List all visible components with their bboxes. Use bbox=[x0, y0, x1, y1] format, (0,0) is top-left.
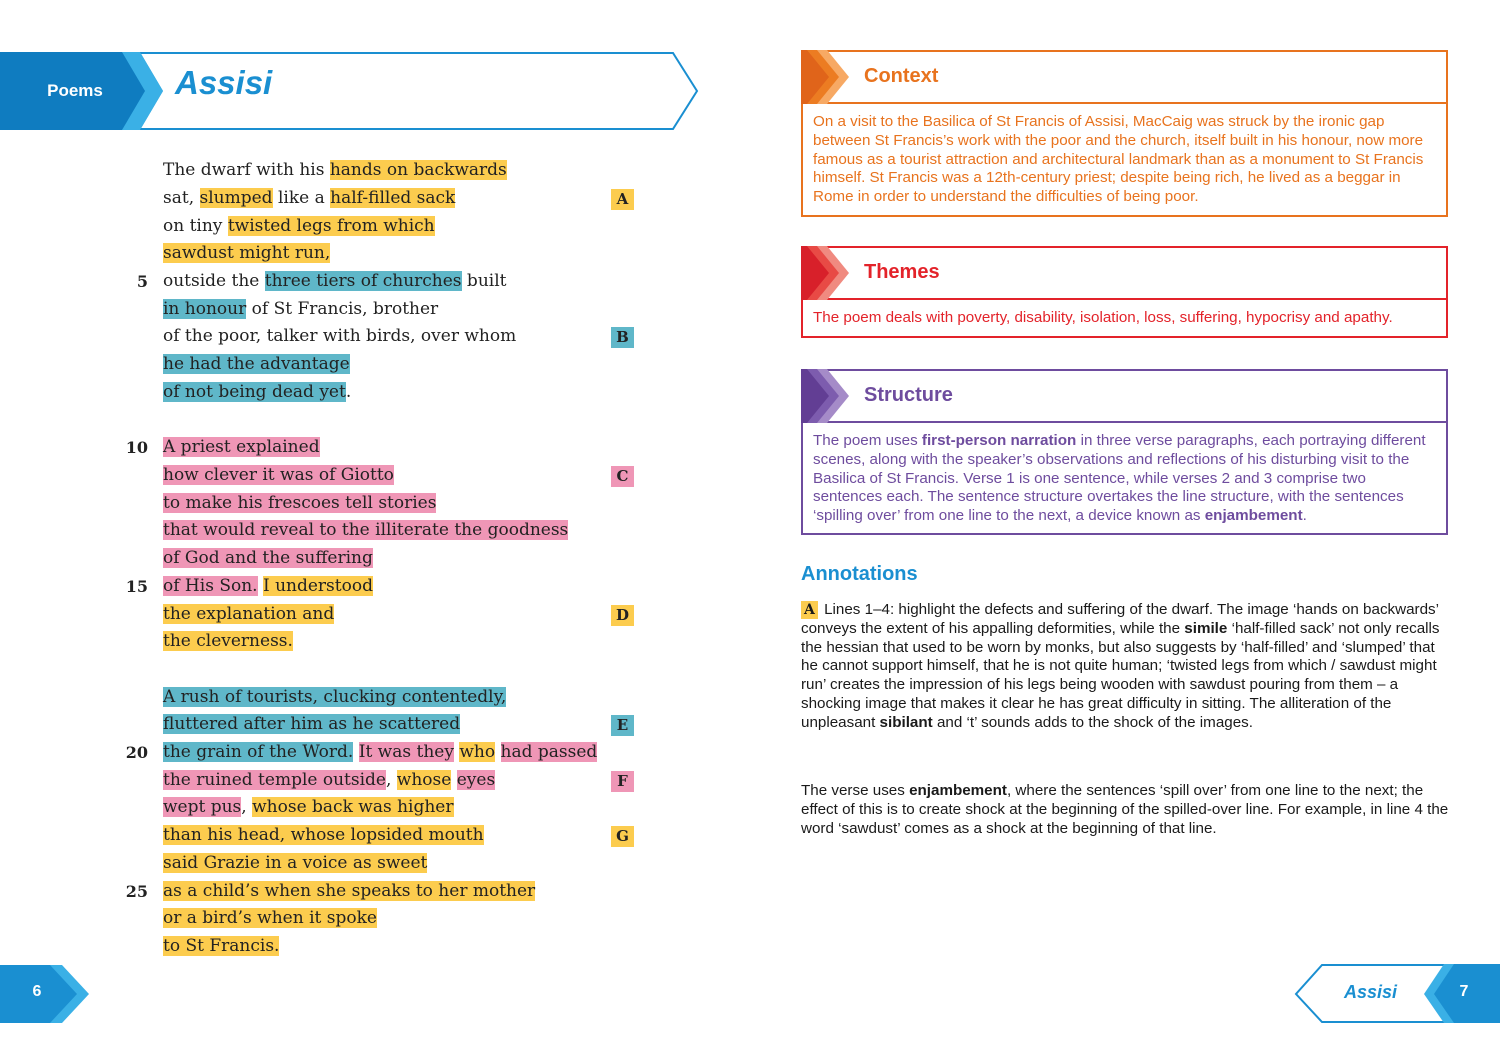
page-number-right: 7 bbox=[1459, 983, 1469, 1000]
structure-header bbox=[803, 371, 1446, 423]
annotation-a-text-3: and ‘t’ sounds adds to the shock of the images. bbox=[932, 713, 1253, 731]
poem-line bbox=[163, 823, 484, 849]
poem-line bbox=[163, 685, 506, 711]
poem-text-segment: of the poor, talker with birds, over whom bbox=[163, 326, 517, 346]
highlight-yellow: I understood bbox=[262, 576, 373, 596]
annotation-marker-a: A bbox=[611, 189, 634, 210]
poem-text-segment: outside the bbox=[163, 271, 265, 291]
poem-line bbox=[163, 297, 438, 323]
poem-line bbox=[163, 491, 436, 517]
poem-line bbox=[163, 380, 351, 406]
poem-text-segment: built bbox=[461, 271, 507, 291]
poem-text-segment: sat, bbox=[163, 188, 200, 208]
highlight-blue: fluttered after him as he scattered bbox=[163, 714, 461, 734]
highlight-pink: wept pus bbox=[163, 797, 242, 817]
context-chevron-icon bbox=[801, 50, 853, 104]
highlight-pink: to make his frescoes tell stories bbox=[163, 493, 437, 513]
poem-line bbox=[163, 324, 516, 350]
highlight-yellow: half-filled sack bbox=[330, 188, 456, 208]
annotations-heading: Annotations bbox=[801, 563, 918, 585]
line-number-10: 10 bbox=[125, 438, 148, 457]
highlight-blue: the grain of the Word. bbox=[163, 742, 354, 762]
annotation-enjambement-paragraph bbox=[801, 782, 1451, 838]
highlight-yellow: than his head, whose lopsided mouth bbox=[163, 825, 484, 845]
annotation-marker-d: D bbox=[611, 605, 634, 626]
highlight-pink: A priest explained bbox=[163, 437, 320, 457]
highlight-blue: he had the advantage bbox=[163, 354, 350, 374]
annotation-a-text-1: Lines 1–4: highlight the defects and suffering of the dwarf. The image ‘hands on backwards’ conveys the extent of his appalling deformities, while the bbox=[801, 601, 1439, 637]
annotation-a-bold-2: sibilant bbox=[879, 713, 933, 731]
poem-line bbox=[163, 463, 394, 489]
poem-line bbox=[163, 879, 535, 905]
highlight-pink: had passed bbox=[500, 742, 598, 762]
poem-line bbox=[163, 186, 455, 212]
annotation-p2-text-1: The verse uses bbox=[801, 782, 910, 799]
themes-box bbox=[801, 246, 1448, 338]
poem-line bbox=[163, 269, 506, 295]
poem-text-segment: The dwarf with his bbox=[163, 160, 330, 180]
poem-text-segment: , bbox=[385, 770, 397, 790]
poem-line bbox=[163, 602, 334, 628]
highlight-yellow: as a child’s when she speaks to her mother bbox=[163, 881, 536, 901]
highlight-pink: It was they bbox=[358, 742, 454, 762]
annotation-marker-b: B bbox=[611, 327, 634, 348]
line-number-25: 25 bbox=[125, 882, 148, 901]
poem-line bbox=[163, 906, 377, 932]
poem-line bbox=[163, 934, 279, 960]
section-label: Poems bbox=[47, 81, 103, 100]
highlight-yellow: whose bbox=[396, 770, 452, 790]
poem-text-segment: . bbox=[345, 382, 352, 402]
poem-text-segment: of St Francis, brother bbox=[246, 299, 439, 319]
annotation-a-text-2: ‘half-filled sack’ not only recalls the hessian that used to be worn by monks, but also suggests by ‘half-filled’ and ‘slumped’ that he cannot support himself, that he is not quite human; ‘twisted legs from which / sawdust might run’ creates the impression of his legs being wooden with sawdust pouring from them – a shocking image that makes it clear he has great difficulty in sitting. The alliteration of the unpleasant bbox=[801, 619, 1440, 731]
poem-line bbox=[163, 712, 460, 738]
line-number-5: 5 bbox=[136, 272, 148, 291]
poem-line bbox=[163, 158, 507, 184]
highlight-pink: eyes bbox=[456, 770, 496, 790]
annotation-p2-bold: enjambement bbox=[909, 782, 1007, 799]
poem-line bbox=[163, 629, 293, 655]
poem-line bbox=[163, 352, 350, 378]
structure-bold-1: first-person narration bbox=[921, 432, 1077, 449]
structure-chevron-icon bbox=[801, 369, 853, 423]
highlight-blue: in honour bbox=[163, 299, 247, 319]
structure-body bbox=[803, 423, 1446, 532]
context-body: On a visit to the Basilica of St Francis of Assisi, MacCaig was struck by the ironic gap between St Francis’s work with the poor and the church, itself built in his honour, now more famous as a tourist attraction and architectural landmark than as a monument to St Francis himself. St Francis was a 12th-century priest; despite being rich, he lived as a beggar in Rome in order to understand the difficulties of being poor. bbox=[813, 113, 1424, 206]
page-number-left: 6 bbox=[32, 983, 42, 1000]
poem-line bbox=[163, 740, 597, 766]
themes-header bbox=[803, 248, 1446, 300]
annotation-marker-g: G bbox=[611, 826, 634, 847]
footer-poem-title: Assisi bbox=[1343, 982, 1397, 1002]
poem-line bbox=[163, 574, 373, 600]
line-number-20: 20 bbox=[125, 743, 148, 762]
highlight-pink: that would reveal to the illiterate the goodness bbox=[163, 520, 569, 540]
poem-line bbox=[163, 518, 568, 544]
highlight-yellow: or a bird’s when it spoke bbox=[163, 908, 377, 928]
highlight-pink: how clever it was of Giotto bbox=[163, 465, 394, 485]
structure-text-1: The poem uses bbox=[813, 432, 922, 449]
highlight-pink: of His Son. bbox=[163, 576, 258, 596]
highlight-pink: of God and the suffering bbox=[163, 548, 373, 568]
highlight-pink: the ruined temple outside bbox=[163, 770, 386, 790]
structure-text-2: in three verse paragraphs, each portraying different scenes, along with the speaker’s observations and reflections of his disturbing visit to the Basilica of St Francis. Verse 1 is one sentence, while verses 2 and 3 comprise two sentences each. The sentence structure overtakes the line structure, with the sentences ‘spilling over’ from one line to the next, a device known as bbox=[813, 432, 1426, 525]
annotation-a-tag: A bbox=[801, 601, 818, 619]
annotation-a-paragraph bbox=[801, 601, 1451, 733]
highlight-yellow: slumped bbox=[199, 188, 273, 208]
poem-text-segment: , bbox=[241, 797, 253, 817]
themes-body: The poem deals with poverty, disability, isolation, loss, suffering, hypocrisy and apathy. bbox=[813, 309, 1393, 326]
context-box bbox=[801, 50, 1448, 217]
poem-text-segment bbox=[451, 770, 456, 790]
highlight-yellow: the cleverness. bbox=[163, 631, 293, 651]
poem-line bbox=[163, 546, 373, 572]
context-title: Context bbox=[864, 65, 939, 87]
highlight-yellow: hands on backwards bbox=[329, 160, 507, 180]
themes-title: Themes bbox=[864, 261, 940, 283]
highlight-yellow: said Grazie in a voice as sweet bbox=[163, 853, 428, 873]
poem-line bbox=[163, 214, 435, 240]
poem-text-segment: on tiny bbox=[163, 216, 228, 236]
highlight-yellow: who bbox=[459, 742, 496, 762]
poem-line bbox=[163, 241, 330, 267]
highlight-blue: of not being dead yet bbox=[163, 382, 346, 402]
highlight-yellow: the explanation and bbox=[163, 604, 335, 624]
annotation-marker-e: E bbox=[611, 715, 634, 736]
poem-line bbox=[163, 435, 320, 461]
poem-text-segment bbox=[495, 742, 500, 762]
annotation-a-bold-1: simile bbox=[1184, 619, 1228, 637]
poem-text-segment: like a bbox=[272, 188, 331, 208]
highlight-blue: A rush of tourists, clucking contentedly, bbox=[163, 687, 507, 707]
highlight-yellow: to St Francis. bbox=[163, 936, 280, 956]
poem-line bbox=[163, 851, 427, 877]
annotation-p2-text-2: , where the sentences ‘spill over’ from one line to the next; the effect of this is to create shock at the beginning of the spilled-over line. For example, in line 4 the word ‘sawdust’ comes as a shock at the beginning of that line. bbox=[801, 782, 1449, 837]
context-header bbox=[803, 52, 1446, 104]
highlight-blue: three tiers of churches bbox=[264, 271, 462, 291]
annotation-marker-c: C bbox=[611, 466, 634, 487]
poem-text-segment bbox=[353, 742, 358, 762]
page-title: Assisi bbox=[175, 64, 273, 101]
annotation-marker-f: F bbox=[611, 771, 634, 792]
highlight-yellow: sawdust might run, bbox=[163, 243, 331, 263]
themes-chevron-icon bbox=[801, 246, 853, 300]
line-number-15: 15 bbox=[125, 577, 148, 596]
poem-line bbox=[163, 795, 454, 821]
highlight-yellow: twisted legs from which bbox=[227, 216, 435, 236]
structure-title: Structure bbox=[864, 384, 953, 406]
structure-text-3: . bbox=[1302, 507, 1307, 525]
poem-line bbox=[163, 768, 495, 794]
structure-bold-2: enjambement bbox=[1204, 507, 1303, 525]
highlight-yellow: whose back was higher bbox=[252, 797, 454, 817]
structure-box bbox=[801, 369, 1448, 535]
